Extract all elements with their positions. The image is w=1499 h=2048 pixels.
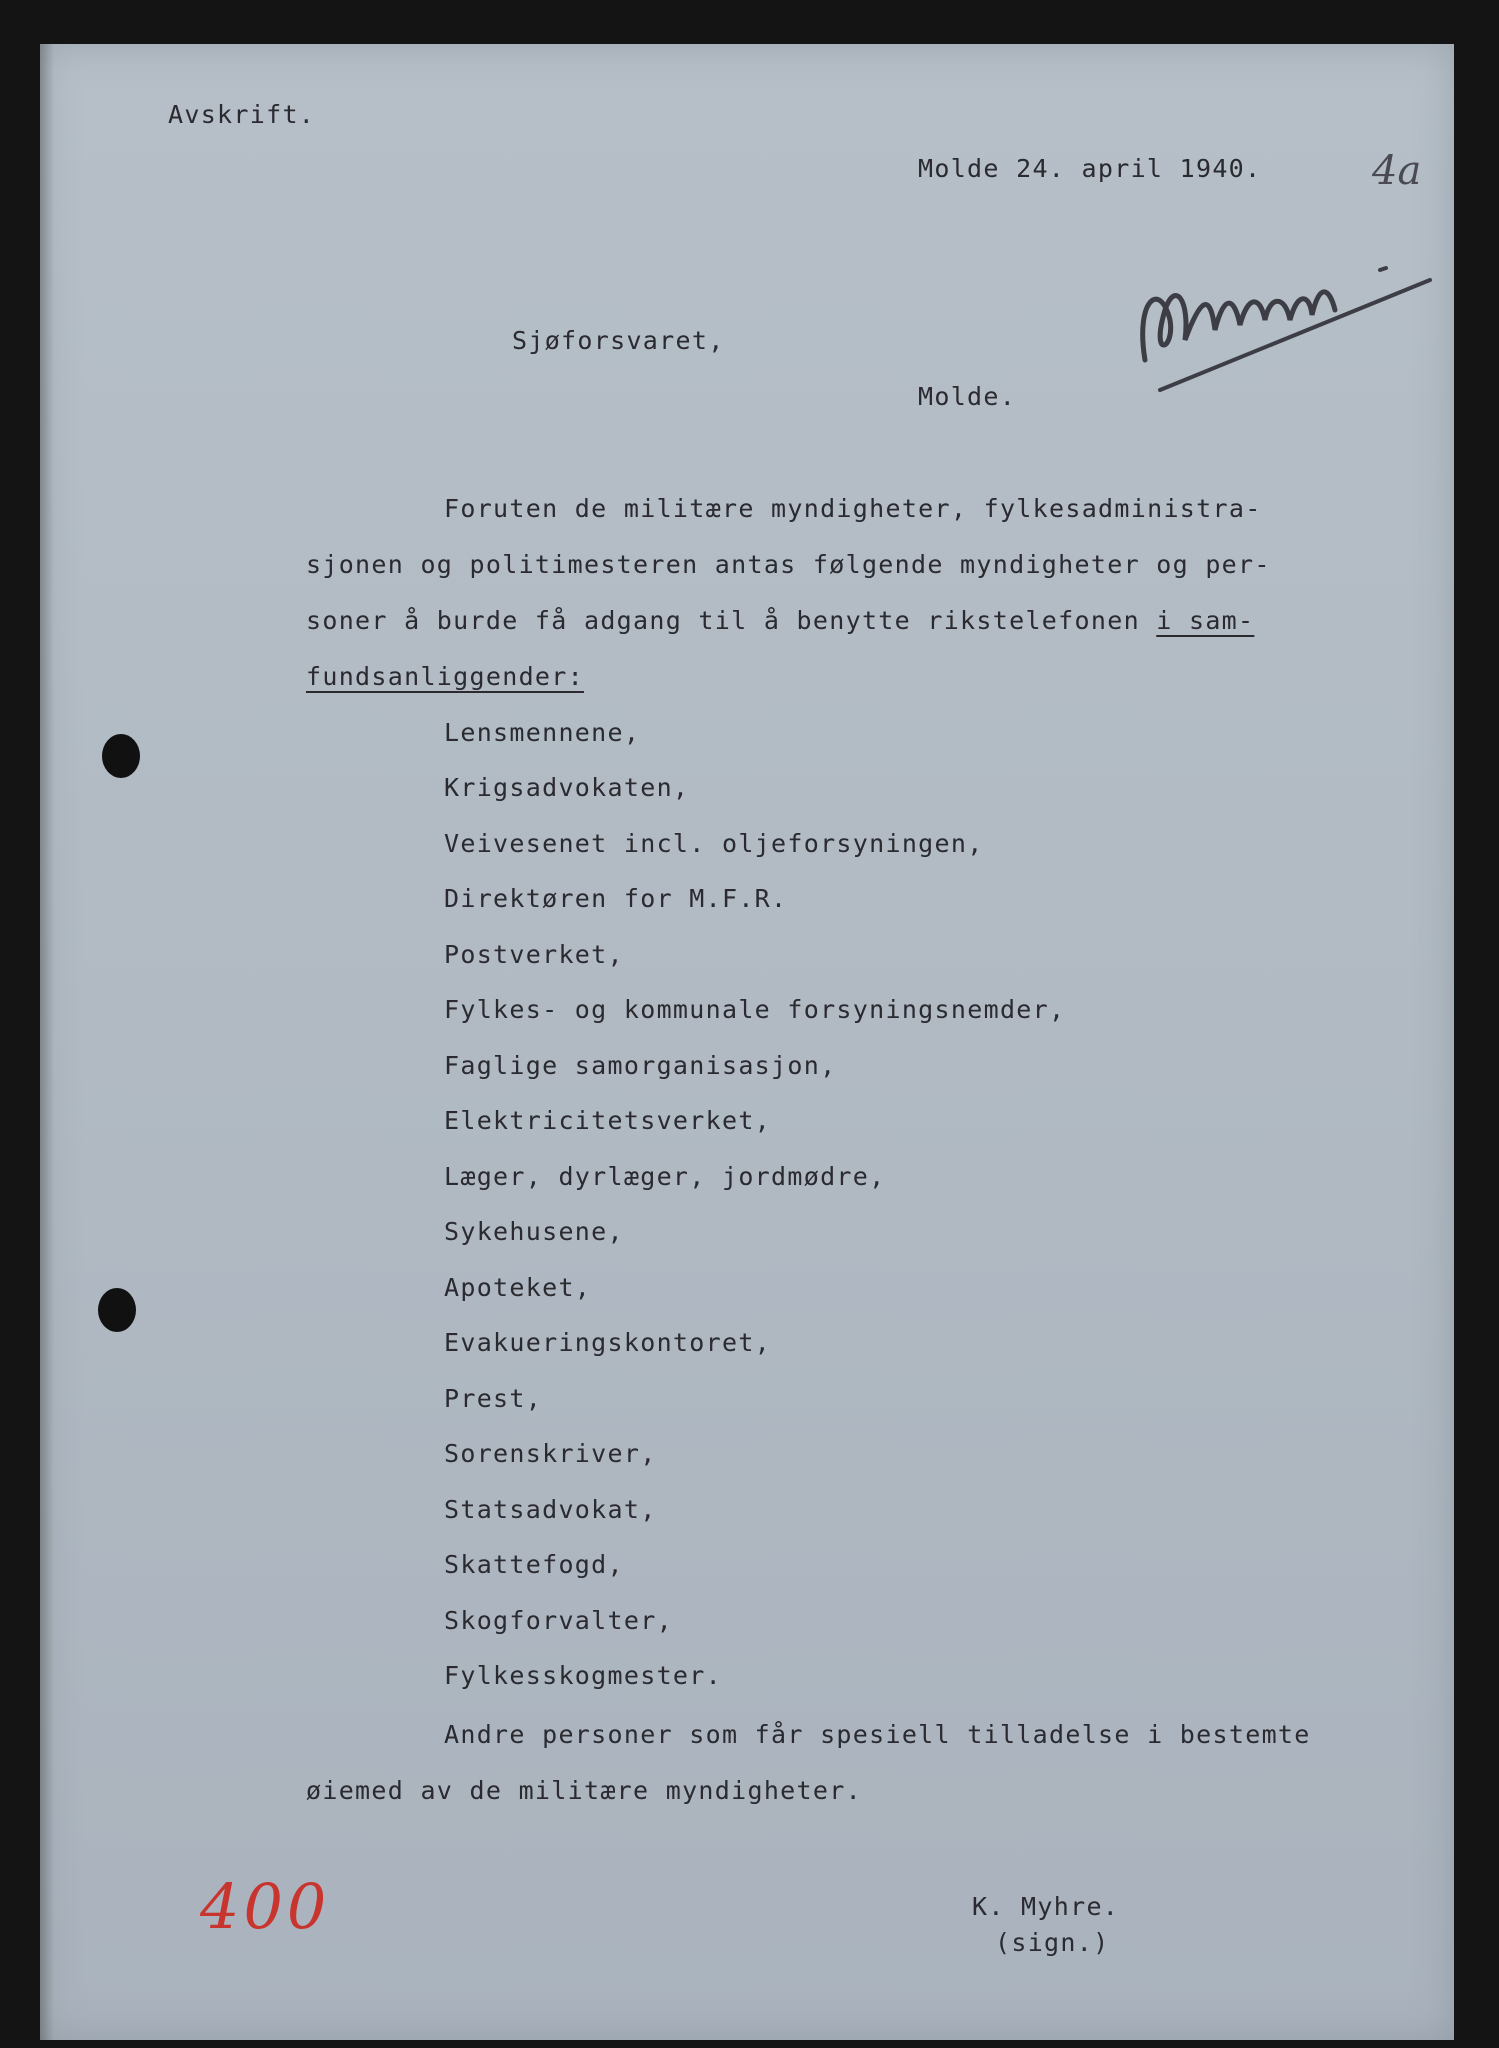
signature-note: (sign.): [995, 1928, 1110, 1957]
closing-line-1: Andre personer som får spesiell tilladelse i bestemte: [444, 1720, 1311, 1749]
list-item: Lensmennene,: [444, 718, 641, 747]
list-item: Skattefogd,: [444, 1550, 624, 1579]
paragraph-line-3-text: soner å burde få adgang til å benytte rikstelefonen: [306, 606, 1157, 635]
list-item: Prest,: [444, 1384, 543, 1413]
list-item: Apoteket,: [444, 1273, 592, 1302]
signature-name: K. Myhre.: [972, 1892, 1120, 1921]
list-item: Sorenskriver,: [444, 1439, 657, 1468]
list-item: Sykehusene,: [444, 1217, 624, 1246]
list-item: Statsadvokat,: [444, 1495, 657, 1524]
list-item: Direktøren for M.F.R.: [444, 884, 788, 913]
punch-hole-top: [102, 734, 140, 778]
list-item: Fylkesskogmester.: [444, 1661, 722, 1690]
list-item: Skogforvalter,: [444, 1606, 673, 1635]
paragraph-line-1: Foruten de militære myndigheter, fylkesadministra-: [444, 494, 1262, 523]
punch-hole-bottom: [98, 1288, 136, 1332]
list-item: Fylkes- og kommunale forsyningsnemder,: [444, 995, 1066, 1024]
heading-avskrift: Avskrift.: [168, 100, 316, 129]
paragraph-line-3: [306, 606, 1254, 635]
red-number-annotation: 400: [200, 1870, 331, 1943]
paragraph-line-3-underlined: i sam-: [1156, 606, 1255, 635]
list-item: Veivesenet incl. oljeforsyningen,: [444, 829, 984, 858]
closing-line-2: øiemed av de militære myndigheter.: [306, 1776, 862, 1805]
handwritten-signature: [1130, 240, 1460, 400]
list-item: Evakueringskontoret,: [444, 1328, 772, 1357]
list-item: Krigsadvokaten,: [444, 773, 690, 802]
list-item: Faglige samorganisasjon,: [444, 1051, 837, 1080]
paragraph-line-4-underlined: fundsanliggender:: [306, 662, 584, 691]
paragraph-line-2: sjonen og politimesteren antas følgende myndigheter og per-: [306, 550, 1271, 579]
list-item: Elektricitetsverket,: [444, 1106, 772, 1135]
addressee-line2: Molde.: [918, 382, 1017, 411]
addressee-line1: Sjøforsvaret,: [512, 326, 725, 355]
pencil-page-mark: 4a: [1372, 148, 1422, 194]
date-line: Molde 24. april 1940.: [918, 154, 1262, 183]
list-item: Læger, dyrlæger, jordmødre,: [444, 1162, 886, 1191]
list-item: Postverket,: [444, 940, 624, 969]
